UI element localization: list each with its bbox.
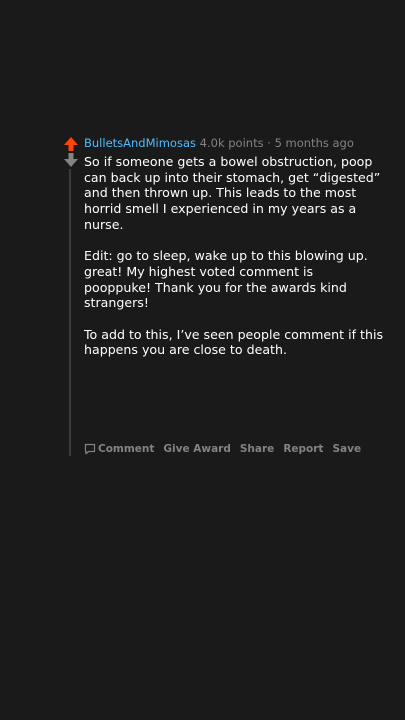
give-award-button[interactable]: Give Award [163,443,231,455]
comment-paragraph: Edit: go to sleep, wake up to this blowing up. great! My highest voted comment is pooppuke! Thank you for the awards kind strangers! [84,248,368,311]
comment-button-label: Comment [98,443,155,455]
comment-body [84,154,384,358]
comment-button[interactable] [84,443,154,455]
vote-column [62,135,80,168]
comment-timestamp[interactable]: 5 months ago [274,136,354,150]
report-button[interactable]: Report [283,443,324,455]
comment-paragraph: So if someone gets a bowel obstruction, poop can back up into their stomach, get “digested” and then thrown up. This leads to the most horrid smell I experienced in my years as a nurse. [84,154,381,232]
comment-actions [84,443,361,455]
downvote-icon[interactable] [63,152,79,168]
author-link[interactable]: BulletsAndMimosas [84,136,196,150]
comment-content [84,135,384,358]
upvote-icon[interactable] [63,136,79,152]
thread-collapse-line[interactable] [69,169,71,456]
meta-separator: · [267,136,271,150]
save-button[interactable]: Save [332,443,362,455]
comment-paragraph: To add to this, I’ve seen people comment if this happens you are close to death. [84,326,384,358]
share-button[interactable]: Share [239,443,275,455]
points-count: 4.0k points [199,136,264,150]
comment-bubble-icon [84,443,96,455]
comment-meta [84,135,384,152]
